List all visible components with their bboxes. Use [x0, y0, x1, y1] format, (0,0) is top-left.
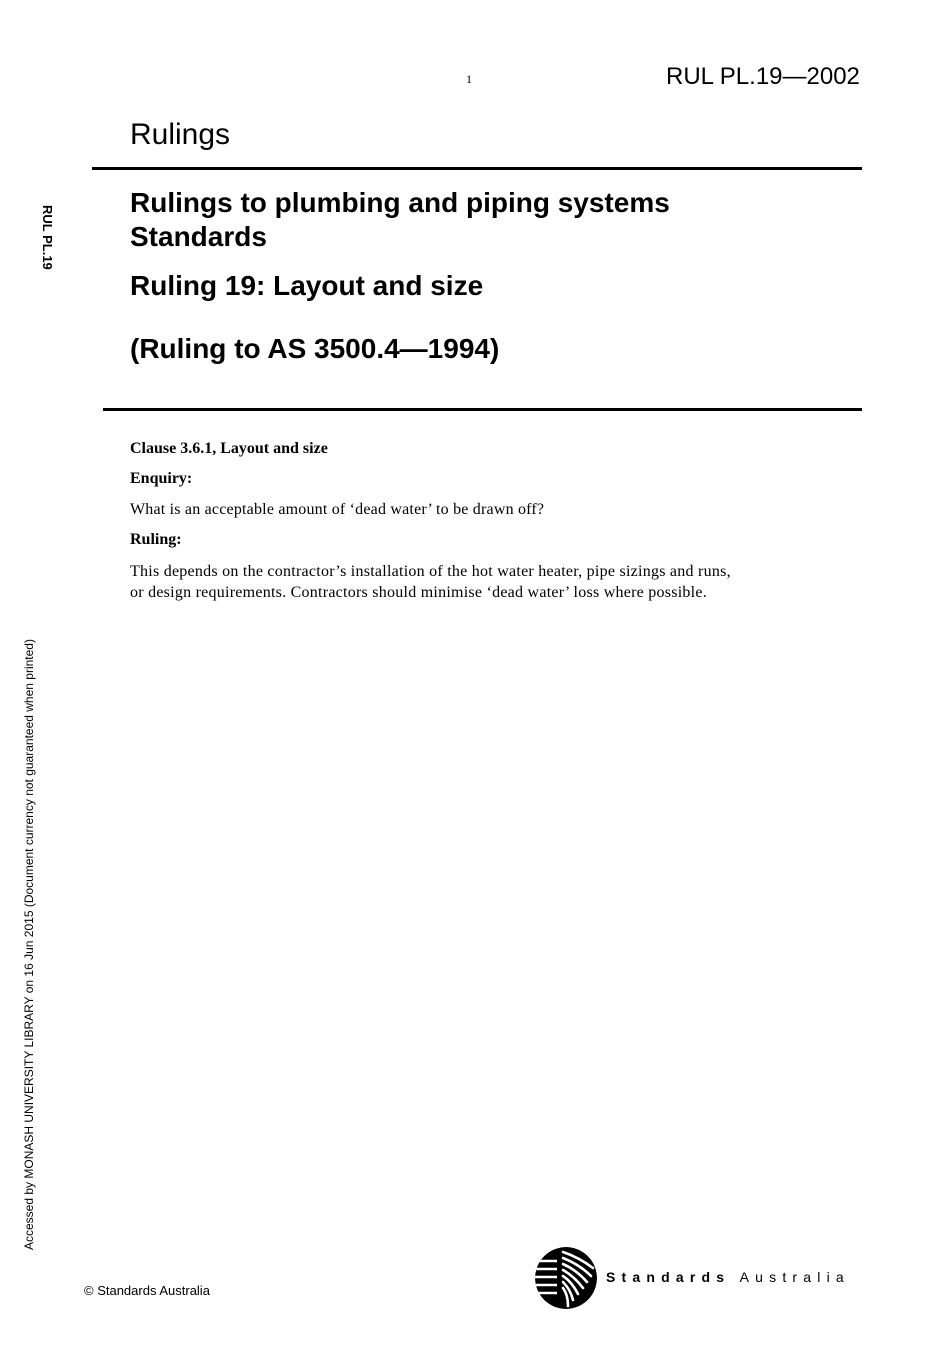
- ruling-reference: (Ruling to AS 3500.4—1994): [130, 333, 500, 364]
- access-notice: Accessed by MONASH UNIVERSITY LIBRARY on 16 Jun 2015 (Document currency not guaranteed when printed): [22, 639, 36, 1250]
- standards-australia-wordmark: [606, 1269, 850, 1285]
- ruling-label: Ruling:: [130, 531, 182, 548]
- side-document-code: RUL PL.19: [40, 205, 55, 270]
- bottom-divider: [103, 408, 862, 411]
- title-line-2: Standards: [130, 221, 267, 252]
- standards-australia-globe-icon: [533, 1246, 599, 1310]
- wordmark-australia: Australia: [739, 1269, 850, 1285]
- document-title: [130, 186, 670, 254]
- ruling-text: [130, 561, 830, 603]
- copyright-notice: © Standards Australia: [84, 1283, 210, 1298]
- section-heading: Rulings: [130, 118, 231, 151]
- ruling-text-line-2: or design requirements. Contractors should minimise ‘dead water’ loss where possible.: [130, 584, 707, 601]
- clause-heading: Clause 3.6.1, Layout and size: [130, 440, 328, 457]
- ruling-text-line-1: This depends on the contractor’s installation of the hot water heater, pipe sizings and runs,: [130, 563, 731, 580]
- wordmark-standards: Standards: [606, 1269, 731, 1285]
- page-number: 1: [466, 72, 472, 86]
- ruling-title: Ruling 19: Layout and size: [130, 270, 484, 301]
- enquiry-text: What is an acceptable amount of ‘dead water’ to be drawn off?: [130, 501, 545, 518]
- title-line-1: Rulings to plumbing and piping systems: [130, 187, 670, 218]
- document-code: RUL PL.19—2002: [666, 63, 860, 90]
- enquiry-label: Enquiry:: [130, 470, 193, 487]
- top-divider: [92, 167, 862, 170]
